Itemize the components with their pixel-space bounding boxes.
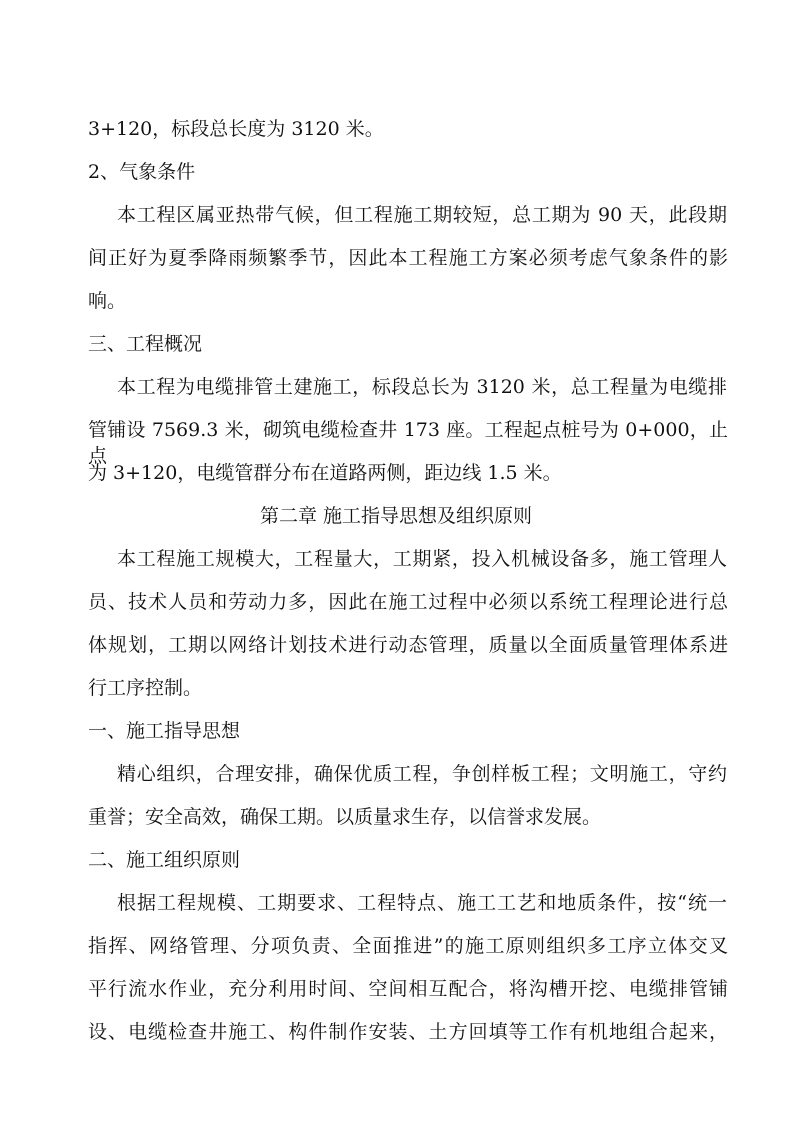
text-line: 3+120，标段总长度为 3120 米。 <box>88 118 384 140</box>
chapter-title: 第二章 施工指导思想及组织原则 <box>260 505 533 527</box>
text-line: 间正好为夏季降雨频繁季节，因此本工程施工方案必须考虑气象条件的影 <box>88 247 728 269</box>
section-heading-organization-principles: 二、施工组织原则 <box>88 849 241 871</box>
text-line: 平行流水作业，充分利用时间、空间相互配合，将沟槽开挖、电缆排管铺 <box>88 978 728 1000</box>
text-line: 响。 <box>88 290 127 312</box>
text-line: 为 3+120，电缆管群分布在道路两侧，距边线 1.5 米。 <box>88 462 562 484</box>
text-line: 管铺设 7569.3 米，砌筑电缆检查井 173 座。工程起点桩号为 0+000，止点 <box>88 419 728 467</box>
text-line: 重誉；安全高效，确保工期。以质量求生存，以信誉求发展。 <box>88 806 602 828</box>
text-line: 设、电缆检查井施工、构件制作安装、土方回填等工作有机地组合起来， <box>88 1021 728 1043</box>
text-line: 员、技术人员和劳动力多，因此在施工过程中必须以系统工程理论进行总 <box>88 591 728 613</box>
text-line: 本工程区属亚热带气候，但工程施工期较短，总工期为 90 天，此段期 <box>117 204 727 226</box>
text-line: 体规划，工期以网络计划技术进行动态管理，质量以全面质量管理体系进 <box>88 634 728 656</box>
text-line: 根据工程规模、工期要求、工程特点、施工工艺和地质条件，按“统一 <box>117 892 727 914</box>
text-line: 本工程为电缆排管土建施工，标段总长为 3120 米，总工程量为电缆排 <box>117 376 727 398</box>
section-heading-project-overview: 三、工程概况 <box>88 333 203 355</box>
text-line: 本工程施工规模大，工程量大，工期紧，投入机械设备多，施工管理人 <box>117 548 727 570</box>
section-heading-climate: 2、气象条件 <box>88 161 196 183</box>
text-line: 行工序控制。 <box>88 677 203 699</box>
text-line: 指挥、网络管理、分项负责、全面推进”的施工原则组织多工序立体交叉 <box>88 935 728 957</box>
text-line: 精心组织，合理安排，确保优质工程，争创样板工程；文明施工，守约 <box>117 763 727 785</box>
section-heading-guiding-ideology: 一、施工指导思想 <box>88 720 241 742</box>
